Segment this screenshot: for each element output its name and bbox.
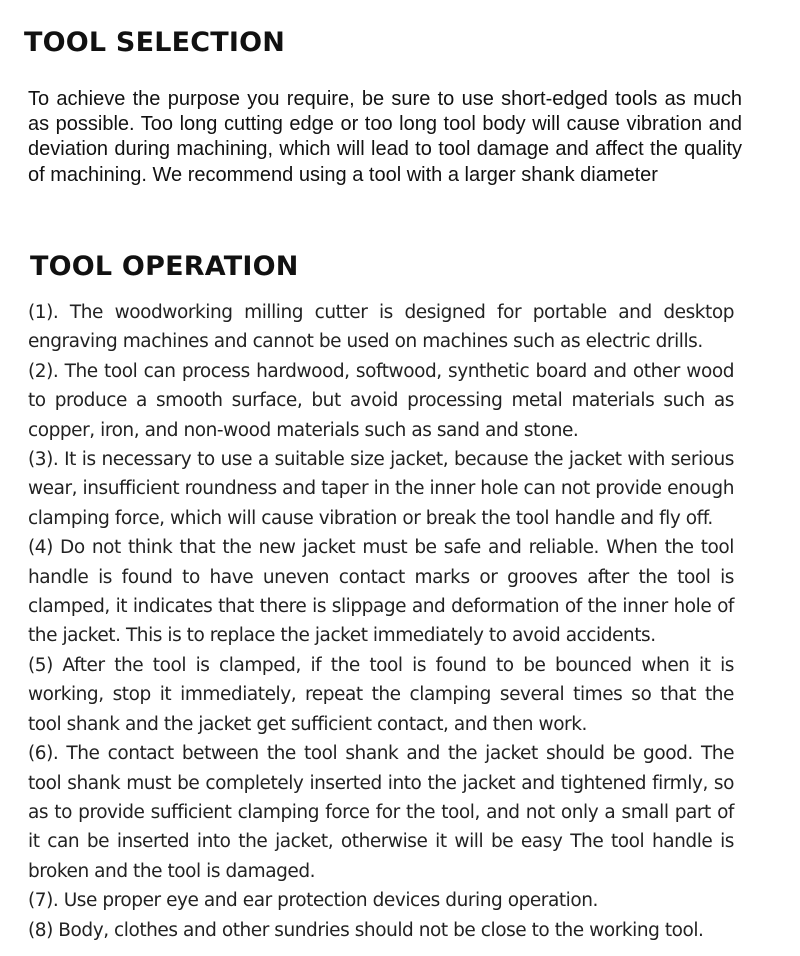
operation-item-1: (1). The woodworking milling cutter is designed for portable and desktop engraving machines and cannot be used on machines such as electric drills.: [28, 302, 734, 353]
operation-item-3: (3). It is necessary to use a suitable size jacket, because the jacket with serious wear, insufficient roundness and taper in the inner hole can not provide enough clamping force, which will cause vibration or break the tool handle and fly off.: [28, 449, 734, 529]
operation-item-5: (5) After the tool is clamped, if the tool is found to be bounced when it is working, stop it immediately, repeat the clamping several times so that the tool shank and the jacket get sufficient contact, and then work.: [28, 654, 734, 735]
operation-item-8: (8) Body, clothes and other sundries should not be close to the working tool.: [28, 919, 704, 941]
tool-selection-heading: TOOL SELECTION: [24, 27, 286, 58]
operation-item-2: (2). The tool can process hardwood, softwood, synthetic board and other wood to produce a smooth surface, but avoid processing metal materials such as copper, iron, and non-wood materials such as sand and stone.: [28, 360, 734, 441]
tool-operation-heading: TOOL OPERATION: [30, 251, 299, 282]
operation-item-7: (7). Use proper eye and ear protection devices during operation.: [28, 890, 598, 912]
tool-selection-paragraph: To achieve the purpose you require, be sure to use short-edged tools as much as possible. Too long cutting edge or too long tool body will cause vibration and deviation during machining, which will lead to tool damage and affect the quality of machining. We recommend using a tool with a larger shank diameter: [28, 88, 742, 186]
operation-item-4: (4) Do not think that the new jacket must be safe and reliable. When the tool handle is found to have uneven contact marks or grooves after the tool is clamped, it indicates that there is slippage and deformation of the inner hole of the jacket. This is to replace the jacket immediately to avoid accidents.: [28, 537, 734, 647]
tool-operation-list: [28, 298, 734, 945]
operation-item-6: (6). The contact between the tool shank and the jacket should be good. The tool shank must be completely inserted into the jacket and tightened firmly, so as to provide sufficient clamping force for the tool, and not only a small part of it can be inserted into the jacket, otherwise it will be easy The tool handle is broken and the tool is damaged.: [28, 743, 734, 882]
